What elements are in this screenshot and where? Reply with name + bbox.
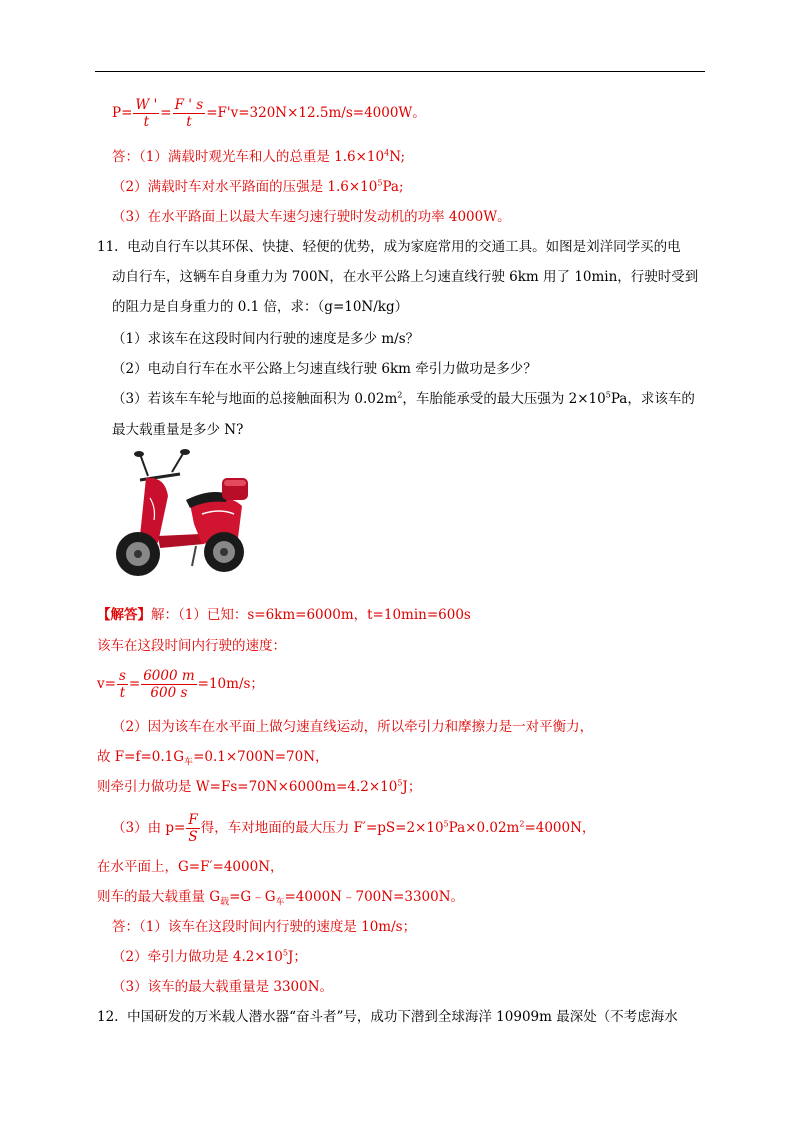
answer-line-2: （2）牵引力做功是 $4.2\times 10^5J$； (112, 948, 307, 965)
q12-number: 12. (97, 1009, 119, 1025)
answer-line-1: 答：（1）该车在这段时间内行驶的速度是 10m/s； (112, 919, 417, 935)
q11-line-2: 动自行车，这辆车自身重力为 700N，在水平公路上匀速直线行驶 6km 用了 10min，行驶时受到 (112, 269, 699, 285)
solution-line-9: 则车的最大载重量 $G_载=G﹣G_车=4000N﹣700N=3300N$。 (97, 889, 465, 908)
solution-line-1: 【解答】解：（1）已知：s=6km=6000m，t=10min=600s (97, 607, 471, 623)
q12-line-1: 12. 中国研发的万米载人潜水器“奋斗者”号，成功下潜到全球海洋 10909m 最深处（不考虑海水 (97, 1009, 678, 1025)
q11-line-3: 的阻力是自身重力的 0.1 倍，求：（g=10N/kg） (112, 299, 409, 315)
q11-line-1: 11. 电动自行车以其环保、快捷、轻便的优势，成为家庭常用的交通工具。如图是刘洋同学买的电 (97, 239, 681, 255)
header-rule (95, 71, 705, 72)
answer-line-3: （3）该车的最大载重量是 3300N。 (112, 979, 334, 995)
q11-sub-3-cont: 最大载重量是多少 N? (112, 422, 244, 438)
pressure-formula: （3）由 p= $\frac{F}{S}$ 得，车对地面的最大压力 $F'=pS=2\times 10^5Pa\times 0.02m^2=4000N$， (112, 812, 596, 845)
solution-line-4: （2）因为该车在水平面上做匀速直线运动，所以牵引力和摩擦力是一对平衡力， (112, 719, 594, 735)
solution-line-8: 在水平面上，G=F′=4000N， (97, 859, 284, 875)
prev-answer-2: （2）满载时车对水平路面的压强是 $1.6\times 10^5Pa$; (112, 178, 404, 195)
q11-sub-1: （1）求该车在这段时间内行驶的速度是多少 m/s？ (112, 331, 420, 347)
q11-sub-2: （2）电动自行车在水平公路上匀速直线行驶 6km 牵引力做功是多少？ (112, 361, 537, 377)
fraction-w-over-t: $\frac{W '}{t}$ (135, 97, 158, 130)
solution-line-5: 故 $F=f=0.1G_车=0.1\times 700N=70N$， (97, 749, 329, 768)
power-formula: P= $\frac{W '}{t}$ = $\frac{F ' s}{t}$ =F'v=320N×12.5m/s=4000W。 (112, 97, 426, 130)
solution-line-2: 该车在这段时间内行驶的速度： (97, 638, 286, 654)
q11-number: 11. (97, 239, 119, 255)
prev-answer-1: 答：（1）满载时观光车和人的总重是 $1.6\times 10^4N$; (112, 148, 406, 165)
electric-bike-image (110, 448, 250, 583)
solution-line-6: 则牵引力做功是 $W=Fs=70N\times 6000m=4.2\times 10^5J$； (97, 778, 422, 795)
solution-tag: 【解答】 (97, 607, 151, 623)
fraction-f-over-s: $\frac{F}{S}$ (188, 812, 198, 845)
q11-sub-3: （3）若该车车轮与地面的总接触面积为 $0.02m^2$，车胎能承受的最大压强为 $2\times 10^5Pa$，求该车的 (112, 390, 695, 407)
velocity-formula: v= $\frac{s}{t}$ = $\frac{6000 m}{600 s}$ =10m/s； (97, 668, 264, 701)
prev-answer-3: （3）在水平路面上以最大车速匀速行驶时发动机的功率 4000W。 (112, 209, 511, 225)
fraction-6000-over-600: $\frac{6000 m}{600 s}$ (143, 668, 195, 701)
fraction-s-over-t: $\frac{s}{t}$ (118, 668, 126, 701)
fraction-fs-over-t: $\frac{F ' s}{t}$ (174, 97, 204, 130)
